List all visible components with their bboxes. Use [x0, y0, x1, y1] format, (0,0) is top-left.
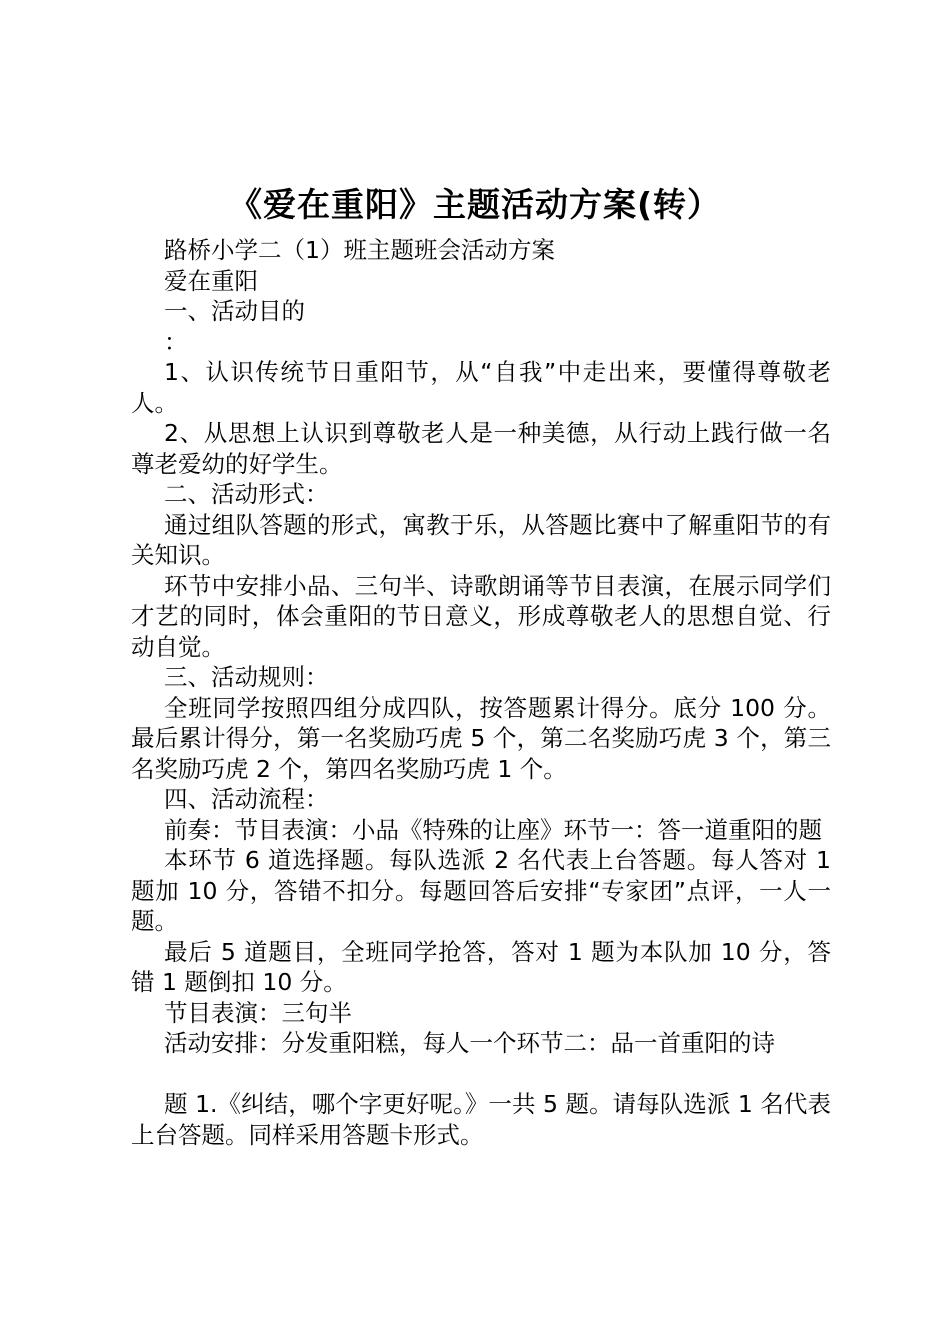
paragraph-class-plan: 路桥小学二（1）班主题班会活动方案: [164, 236, 555, 264]
heading-activity-process: 四、活动流程：: [164, 785, 329, 813]
paragraph-colon: ：: [164, 327, 188, 356]
document-title: 《爱在重阳》主题活动方案(转）: [228, 185, 722, 224]
paragraph-form-1: 通过组队答题的形式，寓教于乐，从答题比赛中了解重阳节的有关知识。: [131, 510, 831, 569]
paragraph-prelude: 前奏：节目表演：小品《特殊的让座》环节一：答一道重阳的题: [164, 815, 822, 844]
paragraph-purpose-2: 2、从思想上认识到尊敬老人是一种美德，从行动上践行做一名尊老爱幼的好学生。: [131, 419, 831, 478]
paragraph-final-questions: 最后 5 道题目，全班同学抢答，答对 1 题为本队加 10 分，答错 1 题倒扣 10 分。: [131, 937, 831, 996]
document-body: [131, 235, 831, 1150]
heading-activity-rules: 三、活动规则：: [164, 663, 329, 691]
heading-activity-form: 二、活动形式：: [164, 480, 329, 508]
paragraph-form-2: 环节中安排小品、三句半、诗歌朗诵等节目表演，在展示同学们才艺的同时，体会重阳的节日意义，形成尊敬老人的思想自觉、行动自觉。: [131, 571, 831, 661]
paragraph-performance: 节目表演：三句半: [164, 998, 352, 1027]
paragraph-question-1: 题 1.《纠结，哪个字更好呢。》一共 5 题。请每队选派 1 名代表上台答题。同样采用答题卡形式。: [131, 1090, 831, 1149]
paragraph-section-1: 本环节 6 道选择题。每队选派 2 名代表上台答题。每人答对 1 题加 10 分，答错不扣分。每题回答后安排“专家团”点评，一人一题。: [131, 846, 831, 935]
paragraph-arrangement: 活动安排：分发重阳糕，每人一个环节二：品一首重阳的诗: [164, 1029, 775, 1057]
paragraph-purpose-1: 1、认识传统节日重阳节，从“自我”中走出来，要懂得尊敬老人。: [131, 358, 831, 417]
paragraph-rules: 全班同学按照四组分成四队，按答题累计得分。底分 100 分。最后累计得分，第一名奖励巧虎 5 个，第二名奖励巧虎 3 个，第三名奖励巧虎 2 个，第四名奖励巧虎 1 个。: [131, 693, 831, 783]
paragraph-theme: 爱在重阳: [164, 266, 258, 295]
heading-activity-purpose: 一、活动目的: [164, 297, 305, 325]
